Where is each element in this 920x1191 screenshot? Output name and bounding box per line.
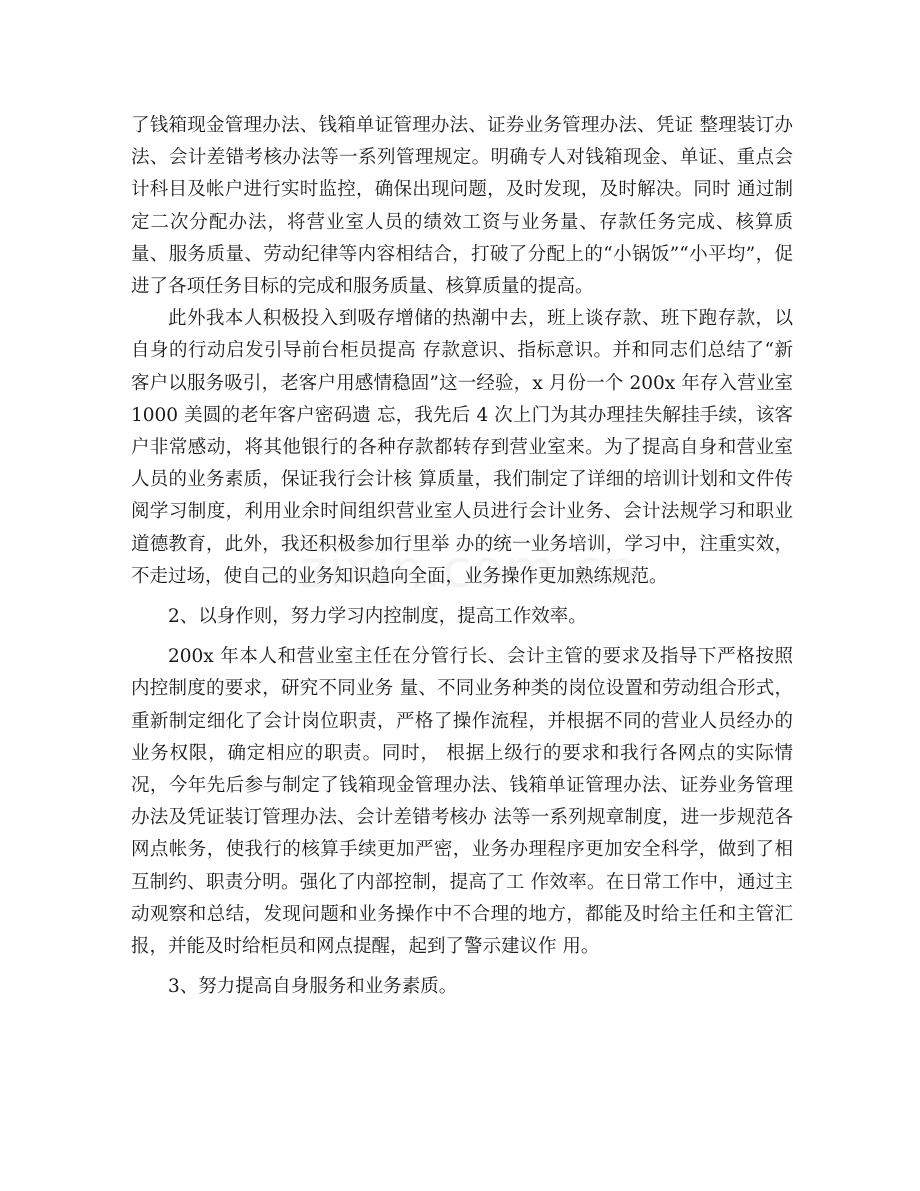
paragraph-deposit-efforts: 此外我本人积极投入到吸存增储的热潮中去，班上谈存款、班下跑存款，以自身的行动启发引导前台柜员提高 存款意识、指标意识。并和同志们总结了“新客户以服务吸引，老客户用感情稳固”这一经验，x 月份一个 200x 年存入营业室 1000 美圆的老年客户密码遗 忘，我先后 4 次上门为其办理挂失解挂手续，该客户非常感动，将其他银行的各种存款都转存到营业室来。为了提高自身和营业室人员的业务素质，保证我行会计核 算质量，我们制定了详细的培训计划和文件传阅学习制度，利用业余时间组织营业室人员进行会计业务、会计法规学习和职业道德教育，此外，我还积极参加行里举 办的统一业务培训，学习中，注重实效，不走过场，使自己的业务知识趋向全面，业务操作更加熟练规范。: [131, 308, 793, 587]
paragraph-management-rules: 了钱箱现金管理办法、钱箱单证管理办法、证券业务管理办法、凭证 整理装订办法、会计差错考核办法等一系列管理规定。明确专人对钱箱现金、单证、重点会计科目及帐户进行实时监控，确保出现问题，及时发现，及时解决。同时 通过制定二次分配办法，将营业室人员的绩效工资与业务量、存款任务完成、核算质量、服务质量、劳动纪律等内容相结合，打破了分配上的“小锅饭”“小平均”，促进了各项任务目标的完成和服务质量、核算质量的提高。: [131, 115, 793, 298]
section-heading-service-quality: 3、努力提高自身服务和业务素质。: [168, 976, 458, 998]
document-body: [131, 110, 793, 1003]
paragraph-internal-control: 200x 年本人和营业室主任在分管行长、会计主管的要求及指导下严格按照内控制度的要求，研究不同业务 量、不同业务种类的岗位设置和劳动组合形式，重新制定细化了会计岗位职责，严格了操作流程，并根据不同的营业人员经办的业务权限，确定相应的职责。同时， 根据上级行的要求和我行各网点的实际情况，今年先后参与制定了钱箱现金管理办法、钱箱单证管理办法、证券业务管理办法及凭证装订管理办法、会计差错考核办 法等一系列规章制度，进一步规范各网点帐务，使我行的核算手续更加严密，业务办理程序更加安全科学，做到了相互制约、职责分明。强化了内部控制，提高了工 作效率。在日常工作中，通过主动观察和总结，发现问题和业务操作中不合理的地方，都能及时给主任和主管汇报，并能及时给柜员和网点提醒，起到了警示建议作 用。: [131, 646, 793, 958]
section-heading-internal-control: 2、以身作则，努力学习内控制度，提高工作效率。: [168, 606, 587, 628]
